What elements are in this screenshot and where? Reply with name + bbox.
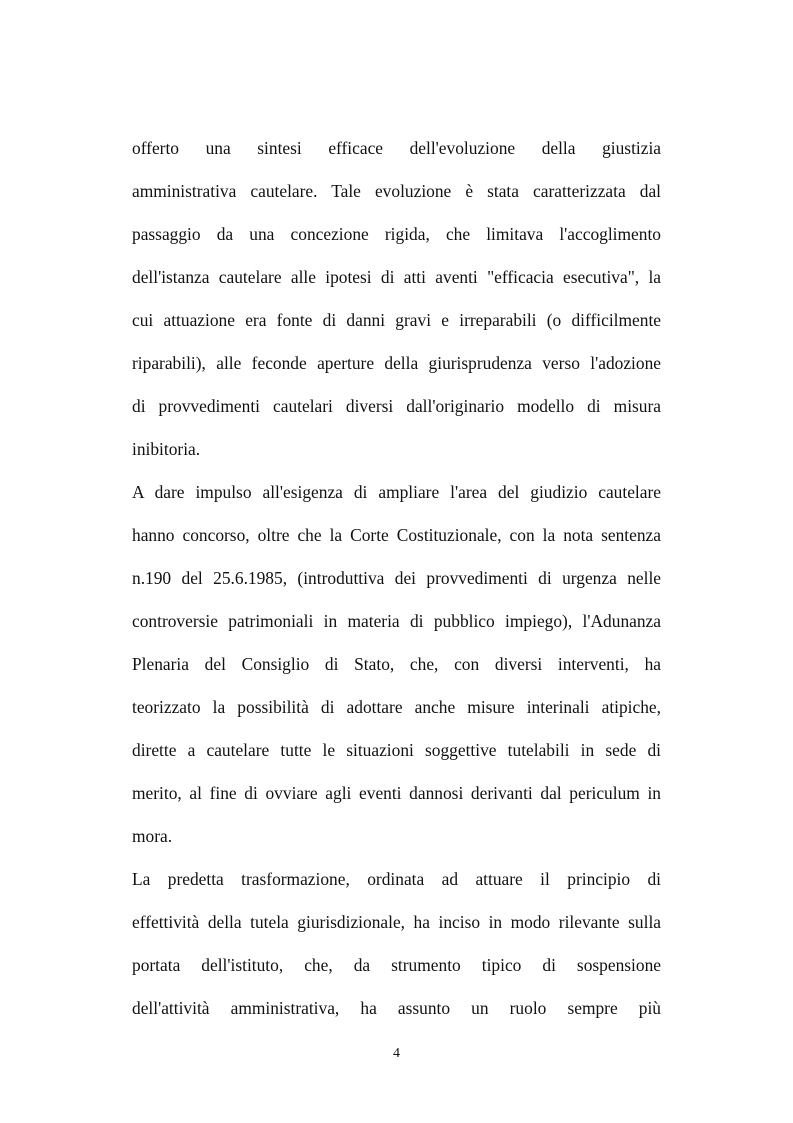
text-line: Plenaria del Consiglio di Stato, che, con diversi interventi, ha: [132, 654, 661, 674]
text-line: cui attuazione era fonte di danni gravi e irreparabili (o difficilmente: [132, 310, 661, 330]
text-line: merito, al fine di ovviare agli eventi dannosi derivanti dal periculum in: [132, 783, 661, 803]
body-text: [132, 127, 661, 1030]
text-line: controversie patrimoniali in materia di pubblico impiego), l'Adunanza: [132, 611, 661, 631]
text-line: n.190 del 25.6.1985, (introduttiva dei provvedimenti di urgenza nelle: [132, 568, 661, 588]
text-line: riparabili), alle feconde aperture della giurisprudenza verso l'adozione: [132, 353, 661, 373]
text-line: dell'istanza cautelare alle ipotesi di atti aventi "efficacia esecutiva", la: [132, 267, 661, 287]
text-line: portata dell'istituto, che, da strumento tipico di sospensione: [132, 955, 661, 975]
text-line: hanno concorso, oltre che la Corte Costituzionale, con la nota sentenza: [132, 525, 661, 545]
text-line: teorizzato la possibilità di adottare anche misure interinali atipiche,: [132, 697, 661, 717]
text-line: amministrativa cautelare. Tale evoluzione è stata caratterizzata dal: [132, 181, 661, 201]
text-line: passaggio da una concezione rigida, che limitava l'accoglimento: [132, 224, 661, 244]
text-line: inibitoria.: [132, 439, 201, 459]
text-line: mora.: [132, 826, 173, 846]
text-line: di provvedimenti cautelari diversi dall'originario modello di misura: [132, 396, 661, 416]
text-line: effettività della tutela giurisdizionale, ha inciso in modo rilevante sulla: [132, 912, 661, 932]
text-line: dirette a cautelare tutte le situazioni soggettive tutelabili in sede di: [132, 740, 661, 760]
text-line: La predetta trasformazione, ordinata ad attuare il principio di: [132, 869, 661, 889]
text-line: offerto una sintesi efficace dell'evoluzione della giustizia: [132, 138, 661, 158]
page-number: 4: [393, 1046, 400, 1061]
text-line: A dare impulso all'esigenza di ampliare l'area del giudizio cautelare: [132, 482, 661, 502]
text-line: dell'attività amministrativa, ha assunto un ruolo sempre più: [132, 998, 661, 1018]
